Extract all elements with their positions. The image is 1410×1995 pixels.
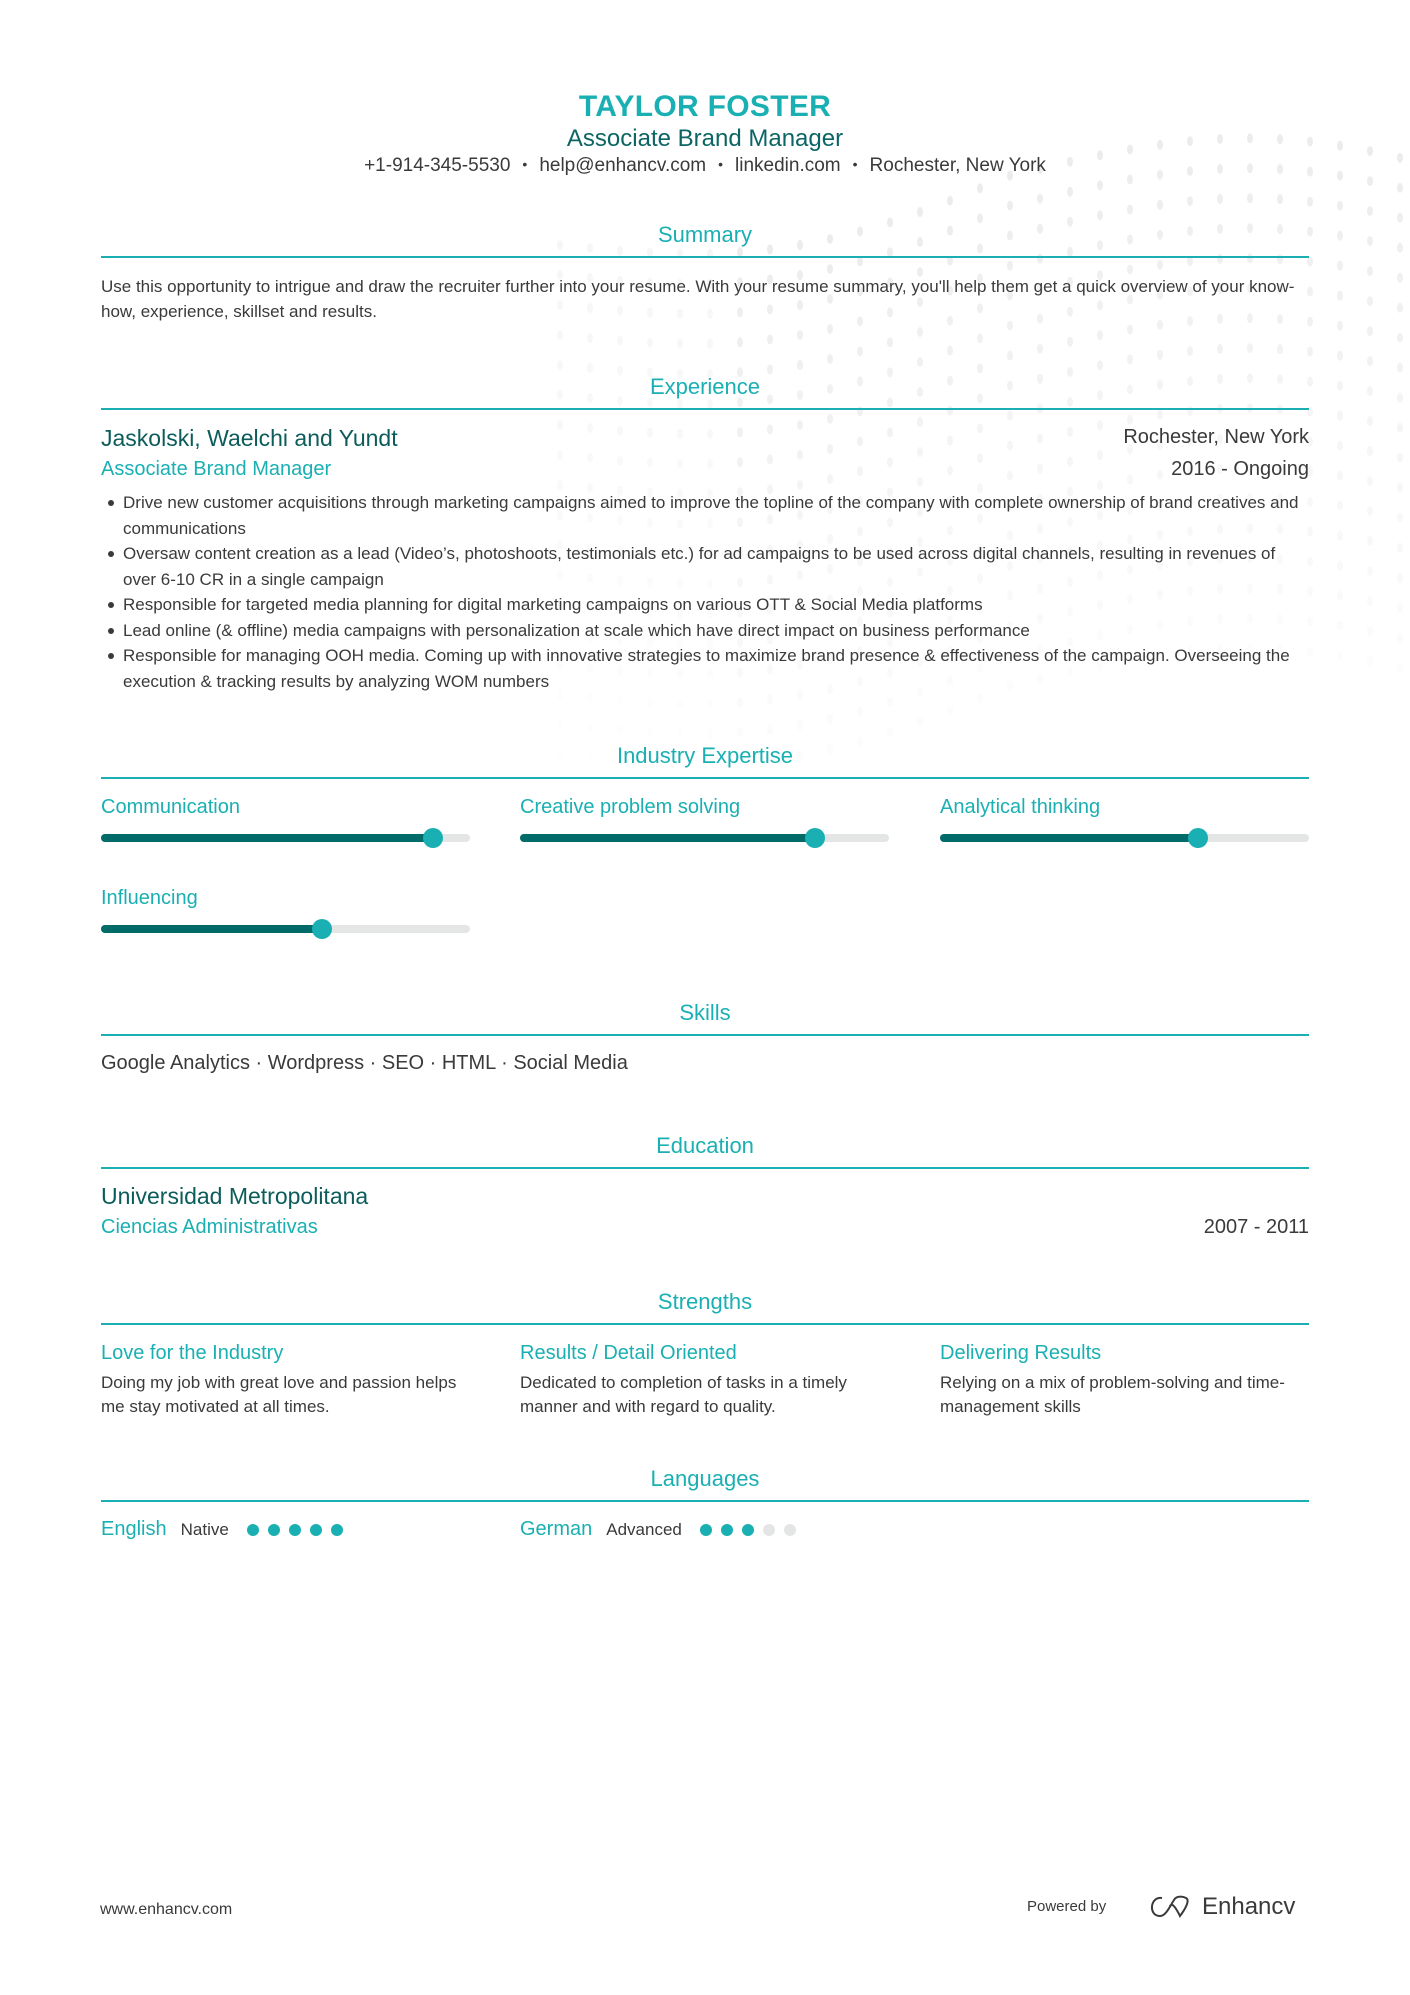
bg-dot: [1397, 513, 1403, 523]
bg-dot: [1337, 651, 1343, 661]
dot-filled: [289, 1524, 301, 1536]
language-level: Advanced: [606, 1519, 682, 1539]
bg-dot: [647, 728, 653, 738]
expertise-bar: [101, 925, 470, 933]
job-role: Associate Brand Manager: [101, 458, 332, 480]
bg-dot: [1397, 483, 1403, 493]
language-name: German: [520, 1518, 593, 1540]
bg-dot: [1007, 201, 1013, 211]
separator: •: [718, 156, 724, 172]
bg-dot: [1307, 347, 1313, 357]
bullet: Drive new customer acquisitions through marketing campaigns aimed to improve the topline of the company with complete ownership of brand creatives and communications: [101, 490, 1309, 541]
bg-dot: [1397, 243, 1403, 253]
bg-dot: [557, 330, 563, 340]
bg-dot: [677, 729, 683, 739]
phone: +1-914-345-5530: [364, 155, 511, 176]
bg-dot: [1007, 351, 1013, 361]
school-name: Universidad Metropolitana: [101, 1183, 369, 1209]
bg-dot: [1127, 355, 1133, 365]
bg-dot: [767, 454, 773, 464]
bg-dot: [707, 699, 713, 709]
bg-dot: [827, 474, 833, 484]
bg-dot: [887, 457, 893, 467]
bg-dot: [1337, 261, 1343, 271]
candidate-name: TAYLOR FOSTER: [578, 90, 832, 123]
company-name: Jaskolski, Waelchi and Yundt: [101, 425, 398, 451]
bg-dot: [707, 729, 713, 739]
bg-dot: [1337, 381, 1343, 391]
bg-dot: [857, 346, 863, 356]
strength-item: [520, 1342, 889, 1419]
bg-dot: [557, 480, 563, 490]
bg-dot: [587, 723, 593, 733]
bg-dot: [737, 337, 743, 347]
bg-dot: [797, 720, 803, 730]
expertise-bar-knob: [805, 828, 825, 848]
strength-item: [940, 1342, 1309, 1419]
expertise-label: Communication: [101, 796, 240, 818]
bg-dot: [827, 324, 833, 334]
language-level: Native: [180, 1519, 229, 1539]
expertise-bar: [940, 834, 1309, 842]
expertise-bar-knob: [423, 828, 443, 848]
bg-dot: [917, 327, 923, 337]
languages-heading: Languages: [101, 1466, 1309, 1502]
strength-title: Results / Detail Oriented: [520, 1342, 737, 1364]
bg-dot: [947, 346, 953, 356]
bg-dot: [1367, 296, 1373, 306]
expertise-item: [940, 796, 1309, 842]
dot-filled: [742, 1524, 754, 1536]
bg-dot: [977, 693, 983, 703]
bg-dot: [677, 429, 683, 439]
bullet: Oversaw content creation as a lead (Video’s, photoshoots, testimonials etc.) for ad campaigns to be used across digital channels, resulting in revenues of over 6-10 CR in a single campaign: [101, 541, 1309, 592]
expertise-label: Analytical thinking: [940, 796, 1101, 818]
bg-dot: [617, 456, 623, 466]
expertise-bar-fill: [940, 834, 1198, 842]
expertise-bar-fill: [101, 834, 433, 842]
strength-desc: Relying on a mix of problem-solving and time-management skills: [940, 1373, 1285, 1416]
job-location: Rochester, New York: [1123, 426, 1309, 448]
bg-dot: [947, 706, 953, 716]
separator: •: [852, 156, 858, 172]
language-dots: [247, 1524, 343, 1536]
bullet: Lead online (& offline) media campaigns with personalization at scale which have direct impact on business performance: [101, 618, 1309, 644]
bg-dot: [1097, 210, 1103, 220]
bg-dot: [1277, 344, 1283, 354]
bg-dot: [1277, 194, 1283, 204]
summary-heading: Summary: [101, 222, 1309, 258]
bg-dot: [587, 453, 593, 463]
bg-dot: [1337, 561, 1343, 571]
bg-dot: [1037, 344, 1043, 354]
bg-dot: [1217, 344, 1223, 354]
bg-dot: [1367, 506, 1373, 516]
bg-dot: [1097, 360, 1103, 370]
bg-dot: [797, 330, 803, 340]
expertise-item: [101, 887, 470, 933]
bg-dot: [1337, 201, 1343, 211]
bg-dot: [1367, 626, 1373, 636]
bg-dot: [1397, 423, 1403, 433]
bg-dot: [767, 724, 773, 734]
bg-dot: [1367, 566, 1373, 576]
bg-dot: [977, 423, 983, 433]
expertise-label: Creative problem solving: [520, 796, 741, 818]
strength-desc: Dedicated to completion of tasks in a timely manner and with regard to quality.: [520, 1373, 847, 1416]
bg-dot: [1337, 411, 1343, 421]
bg-dot: [1157, 410, 1163, 420]
bg-dot: [977, 453, 983, 463]
bg-dot: [617, 726, 623, 736]
bg-dot: [1367, 476, 1373, 486]
bg-dot: [1337, 231, 1343, 241]
bg-dot: [587, 333, 593, 343]
bg-dot: [1367, 326, 1373, 336]
bg-dot: [797, 420, 803, 430]
expertise-bar-fill: [520, 834, 815, 842]
bg-dot: [677, 459, 683, 469]
bg-dot: [1097, 330, 1103, 340]
bg-dot: [827, 714, 833, 724]
linkedin[interactable]: linkedin.com: [735, 155, 841, 176]
expertise-label: Influencing: [101, 887, 198, 909]
bg-dot: [887, 337, 893, 347]
expertise-bar: [101, 834, 470, 842]
bg-dot: [1397, 183, 1403, 193]
strength-item: [101, 1342, 470, 1419]
bg-dot: [737, 727, 743, 737]
bg-dot: [1007, 411, 1013, 421]
dot-filled: [331, 1524, 343, 1536]
bg-dot: [1067, 187, 1073, 197]
expertise-item: [101, 796, 470, 842]
skills-list: Google Analytics · Wordpress · SEO · HTML · Social Media: [101, 1052, 628, 1074]
summary-text: Use this opportunity to intrigue and draw the recruiter further into your resume. With your resume summary, you'll help them get a quick overview of your know-how, experience, skillset and results.: [101, 277, 1295, 321]
dot-filled: [721, 1524, 733, 1536]
bg-dot: [557, 450, 563, 460]
bg-dot: [1337, 291, 1343, 301]
bg-dot: [977, 183, 983, 193]
language-item: [101, 1518, 343, 1541]
dot-filled: [310, 1524, 322, 1536]
bg-dot: [1007, 471, 1013, 481]
bg-dot: [827, 264, 833, 274]
bullet: Responsible for managing OOH media. Coming up with innovative strategies to maximize brand presence & effectiveness of the campaign. Overseeing the execution & tracking results by analyzing WOM numbers: [101, 643, 1309, 694]
strength-title: Delivering Results: [940, 1342, 1102, 1364]
dot-filled: [700, 1524, 712, 1536]
bg-dot: [1397, 573, 1403, 583]
bg-dot: [917, 447, 923, 457]
bg-dot: [1337, 471, 1343, 481]
bg-dot: [557, 360, 563, 370]
bg-dot: [1097, 450, 1103, 460]
bg-dot: [827, 414, 833, 424]
bg-dot: [617, 426, 623, 436]
bg-dot: [1367, 536, 1373, 546]
bg-dot: [1127, 205, 1133, 215]
bg-dot: [1097, 480, 1103, 490]
footer-website[interactable]: www.enhancv.com: [100, 1901, 233, 1918]
bg-dot: [707, 429, 713, 439]
bg-dot: [1397, 303, 1403, 313]
bg-dot: [1397, 273, 1403, 283]
bg-dot: [917, 417, 923, 427]
job-bullets: [101, 490, 1309, 694]
bg-dot: [1397, 333, 1403, 343]
language-item: [520, 1518, 796, 1541]
bg-dot: [1157, 260, 1163, 270]
bg-dot: [1337, 321, 1343, 331]
bg-dot: [737, 427, 743, 437]
bg-dot: [1367, 206, 1373, 216]
bg-dot: [947, 196, 953, 206]
contact-line: [0, 155, 1410, 177]
bg-dot: [917, 357, 923, 367]
bg-dot: [767, 364, 773, 374]
bg-dot: [1337, 531, 1343, 541]
bg-dot: [1187, 196, 1193, 206]
dot-empty: [784, 1524, 796, 1536]
bg-dot: [647, 698, 653, 708]
job-dates: 2016 - Ongoing: [1171, 458, 1309, 480]
bg-dot: [827, 354, 833, 364]
bg-dot: [737, 697, 743, 707]
bg-dot: [1367, 386, 1373, 396]
dot-filled: [268, 1524, 280, 1536]
bg-dot: [1367, 656, 1373, 666]
experience-heading: Experience: [101, 374, 1309, 410]
bg-dot: [887, 727, 893, 737]
bg-dot: [917, 717, 923, 727]
bg-dot: [1397, 363, 1403, 373]
bg-dot: [737, 457, 743, 467]
bg-dot: [647, 428, 653, 438]
bg-dot: [677, 699, 683, 709]
candidate-title: Associate Brand Manager: [566, 125, 844, 152]
bg-dot: [767, 694, 773, 704]
bg-dot: [1247, 343, 1253, 353]
bg-dot: [1367, 596, 1373, 606]
bg-dot: [797, 480, 803, 490]
bg-dot: [1367, 236, 1373, 246]
bg-dot: [1397, 603, 1403, 613]
separator: •: [522, 156, 528, 172]
bg-dot: [557, 420, 563, 430]
bg-dot: [767, 334, 773, 344]
bg-dot: [1157, 470, 1163, 480]
bg-dot: [1037, 464, 1043, 474]
expertise-bar: [520, 834, 889, 842]
bg-dot: [1067, 427, 1073, 437]
bg-dot: [1367, 356, 1373, 366]
bg-dot: [1007, 261, 1013, 271]
bg-dot: [707, 339, 713, 349]
bg-dot: [797, 360, 803, 370]
bg-dot: [617, 696, 623, 706]
dot-empty: [763, 1524, 775, 1536]
expertise-bar-fill: [101, 925, 322, 933]
bg-dot: [887, 427, 893, 437]
skills-heading: Skills: [101, 1000, 1309, 1036]
bg-dot: [1007, 441, 1013, 451]
bg-dot: [1097, 420, 1103, 430]
bg-dot: [677, 339, 683, 349]
expertise-bar-knob: [312, 919, 332, 939]
bg-dot: [1067, 337, 1073, 347]
bullet: Responsible for targeted media planning for digital marketing campaigns on various OTT & Social Media platforms: [101, 592, 1309, 618]
expertise-heading: Industry Expertise: [101, 743, 1309, 779]
bg-dot: [1187, 346, 1193, 356]
bg-dot: [1397, 663, 1403, 673]
bg-dot: [1127, 325, 1133, 335]
bg-dot: [1037, 194, 1043, 204]
bg-dot: [557, 720, 563, 730]
language-name: English: [101, 1518, 167, 1540]
bg-dot: [857, 436, 863, 446]
bg-dot: [1367, 416, 1373, 426]
bg-dot: [947, 466, 953, 476]
bg-dot: [1307, 257, 1313, 267]
expertise-bar-knob: [1188, 828, 1208, 848]
enhancv-logo-icon: [1146, 1894, 1194, 1920]
language-dots: [700, 1524, 796, 1536]
bg-dot: [1397, 543, 1403, 553]
location: Rochester, New York: [869, 155, 1046, 176]
dot-filled: [247, 1524, 259, 1536]
expertise-item: [520, 796, 889, 842]
bg-dot: [1037, 434, 1043, 444]
bg-dot: [1397, 213, 1403, 223]
bg-dot: [977, 363, 983, 373]
bg-dot: [857, 466, 863, 476]
bg-dot: [587, 363, 593, 373]
bg-dot: [857, 706, 863, 716]
bg-dot: [1067, 457, 1073, 467]
bg-dot: [1337, 351, 1343, 361]
bg-dot: [587, 423, 593, 433]
bg-dot: [1127, 475, 1133, 485]
education-heading: Education: [101, 1133, 1309, 1169]
degree: Ciencias Administrativas: [101, 1216, 318, 1238]
bg-dot: [1397, 633, 1403, 643]
bg-dot: [647, 338, 653, 348]
bg-dot: [1127, 415, 1133, 425]
bg-dot: [587, 693, 593, 703]
bg-dot: [1337, 441, 1343, 451]
bg-dot: [767, 424, 773, 434]
bg-dot: [1157, 200, 1163, 210]
bg-dot: [1367, 446, 1373, 456]
bg-dot: [917, 477, 923, 487]
bg-dot: [1337, 591, 1343, 601]
bg-dot: [827, 444, 833, 454]
bg-dot: [1397, 453, 1403, 463]
powered-by: Powered by: [1027, 1898, 1107, 1915]
bg-dot: [617, 336, 623, 346]
bg-dot: [1367, 176, 1373, 186]
bg-dot: [1217, 194, 1223, 204]
enhancv-brand: Enhancv: [1202, 1893, 1296, 1920]
bg-dot: [707, 459, 713, 469]
bg-dot: [947, 436, 953, 446]
education-dates: 2007 - 2011: [1203, 1216, 1309, 1238]
strength-title: Love for the Industry: [101, 1342, 284, 1364]
bg-dot: [977, 333, 983, 343]
bg-dot: [1397, 393, 1403, 403]
bg-dot: [1157, 350, 1163, 360]
bg-dot: [1367, 266, 1373, 276]
bg-dot: [647, 458, 653, 468]
bg-dot: [917, 207, 923, 217]
bg-dot: [1337, 621, 1343, 631]
enhancv-logo[interactable]: [1146, 1893, 1295, 1921]
bg-dot: [797, 450, 803, 460]
bg-dot: [1097, 180, 1103, 190]
bg-dot: [1247, 193, 1253, 203]
bg-dot: [1337, 501, 1343, 511]
strength-desc: Doing my job with great love and passion helps me stay motivated at all times.: [101, 1373, 457, 1416]
strengths-heading: Strengths: [101, 1289, 1309, 1325]
bg-dot: [1307, 197, 1313, 207]
bg-dot: [887, 697, 893, 707]
email[interactable]: help@enhancv.com: [539, 155, 707, 176]
